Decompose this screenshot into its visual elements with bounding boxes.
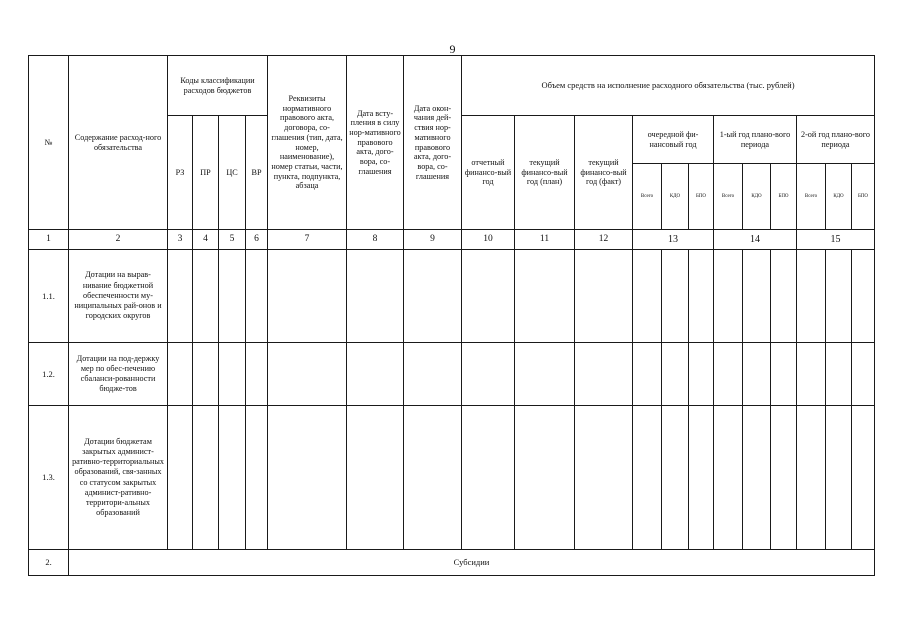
- row-number: 1.3.: [29, 406, 69, 550]
- row-obligation-text: Дотации на под-держку мер по обес-печению сбаланси-рованности бюдже-тов: [69, 343, 168, 406]
- header-number: №: [29, 56, 69, 230]
- header-obligation-content: Содержание расход-ного обязательства: [69, 56, 168, 230]
- column-number: 2: [69, 230, 168, 250]
- column-number: 13: [633, 230, 714, 250]
- header-code-cs: ЦС: [219, 116, 246, 230]
- header-plan1-total: Всего: [714, 164, 743, 230]
- header-code-vr: ВР: [246, 116, 268, 230]
- header-plan2-bpo: БПО: [852, 164, 875, 230]
- header-planning-year-2: 2-ой год плано-вого периода: [797, 116, 875, 164]
- column-number: 6: [246, 230, 268, 250]
- table-row: [29, 343, 875, 406]
- column-number: 5: [219, 230, 246, 250]
- table-row: [29, 250, 875, 343]
- row-obligation-text: Дотации на вырав-нивание бюджетной обеспеченности му-ниципальных рай-онов и городских округов: [69, 250, 168, 343]
- row-obligation-text: Субсидии: [69, 550, 875, 576]
- column-number: 10: [462, 230, 515, 250]
- header-legal-act-requisites: Реквизиты нормативного правового акта, договора, со-глашения (тип, дата, номер, наименование), номер статьи, части, пункта, подпункта, абзаца: [268, 56, 347, 230]
- column-number: 14: [714, 230, 797, 250]
- row-number: 2.: [29, 550, 69, 576]
- column-number: 1: [29, 230, 69, 250]
- table-row: [29, 550, 875, 576]
- header-next-year-kdo: КДО: [662, 164, 689, 230]
- column-number: 4: [193, 230, 219, 250]
- column-number: 8: [347, 230, 404, 250]
- column-number: 15: [797, 230, 875, 250]
- header-next-financial-year: очередной фи-нансовый год: [633, 116, 714, 164]
- header-date-effective: Дата всту-пления в силу нор-мативного правового акта, дого-вора, со-глашения: [347, 56, 404, 230]
- header-date-expiry: Дата окон-чания дей-ствия нор-мативного правового акта, дого-вора, со-глашения: [404, 56, 462, 230]
- header-next-year-total: Всего: [633, 164, 662, 230]
- row-obligation-text: Дотации бюджетам закрытых админист-ративно-территориальных образований, свя-занных со статусом закрытых админист-ративно- территори-альных образований: [69, 406, 168, 550]
- header-current-year-fact: текущий финансо-вый год (факт): [575, 116, 633, 230]
- row-number: 1.2.: [29, 343, 69, 406]
- header-plan2-total: Всего: [797, 164, 826, 230]
- header-plan1-bpo: БПО: [771, 164, 797, 230]
- header-planning-year-1: 1-ый год плано-вого периода: [714, 116, 797, 164]
- header-current-year-plan: текущий финансо-вый год (план): [515, 116, 575, 230]
- table-row: [29, 406, 875, 550]
- column-number-row: [29, 230, 875, 250]
- column-number: 9: [404, 230, 462, 250]
- row-number: 1.1.: [29, 250, 69, 343]
- header-code-rz: РЗ: [168, 116, 193, 230]
- header-funds-volume: Объем средств на исполнение расходного обязательства (тыс. рублей): [462, 56, 875, 116]
- column-number: 7: [268, 230, 347, 250]
- expenditure-obligations-table: [28, 55, 875, 576]
- column-number: 11: [515, 230, 575, 250]
- header-plan2-kdo: КДО: [826, 164, 852, 230]
- header-plan1-kdo: КДО: [743, 164, 771, 230]
- column-number: 3: [168, 230, 193, 250]
- header-next-year-bpo: БПО: [689, 164, 714, 230]
- column-number: 12: [575, 230, 633, 250]
- page-number: 9: [449, 42, 456, 56]
- header-code-pr: ПР: [193, 116, 219, 230]
- header-reporting-year: отчетный финансо-вый год: [462, 116, 515, 230]
- header-classification-codes: Коды классификации расходов бюджетов: [168, 56, 268, 116]
